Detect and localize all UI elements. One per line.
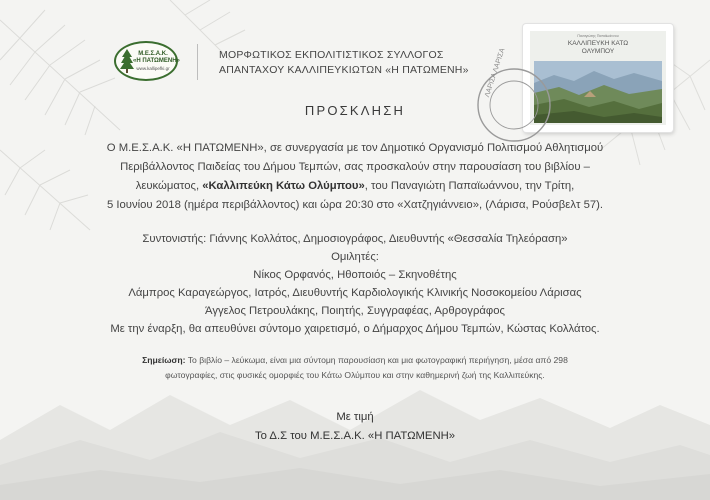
- org-logo: [114, 41, 178, 81]
- logo-name: [133, 51, 180, 65]
- invitation-title: ΠΡΟΣΚΛΗΣΗ: [304, 103, 406, 118]
- stamp-title-line1: ΚΑΛΛΙΠΕΥΚΗ ΚΑΤΩ: [567, 40, 629, 47]
- speakers-label: Ομιλητές:: [331, 251, 379, 263]
- closing-regards: Με τιμή: [336, 411, 374, 423]
- note-label: Σημείωση:: [142, 355, 186, 365]
- intro-line2: Περιβάλλοντος Παιδείας του Δήμου Τεμπών, σας προσκαλούν στην παρουσίαση του βιβλίου –: [120, 161, 590, 173]
- intro-line3-pre: λευκώματος,: [135, 180, 203, 192]
- speaker-1: Νίκος Ορφανός, Ηθοποιός – Σκηνοθέτης: [253, 269, 457, 281]
- logo-subname: «Η ΠΑΤΩΜΕΝΗ»: [133, 58, 180, 64]
- note-text1: Το βιβλίο – λεύκωμα, είναι μια σύντομη παρουσίαση και μια φωτογραφική περιήγηση, μέσα από 298: [185, 355, 568, 365]
- logo-website: www.kallipefki.gr: [136, 66, 170, 71]
- speaker-2: Λάμπρος Καραγεώργος, Ιατρός, Διευθυντής Καρδιολογικής Κλινικής Νοσοκομείου Λάρισας: [128, 287, 582, 299]
- speaker-3: Άγγελος Πετρουλάκης, Ποιητής, Συγγραφέας, Αρθρογράφος: [205, 305, 505, 317]
- intro-line4: 5 Ιουνίου 2018 (ημέρα περιβάλλοντος) και ώρα 20:30 στο «Χατζηγιάννειο», (Λάρισα, Ρούσβελτ 57).: [106, 199, 604, 211]
- coordinator-line: Συντονιστής: Γιάννης Κολλάτος, Δημοσιογράφος, Διευθυντής «Θεσσαλία Τηλεόραση»: [142, 233, 568, 245]
- stamp-title-line2: ΟΛΥΜΠΟΥ: [581, 48, 615, 55]
- stamp-publisher: Παναγιώτης Παπαϊωάννου: [577, 34, 619, 38]
- header-divider: [197, 44, 198, 80]
- note-line1: [0, 355, 710, 365]
- book-title: «Καλλιπεύκη Κάτω Ολύμπου»: [202, 180, 365, 192]
- postmark-text: ΛΑΡΙΣΑ ΛΑΡΙΣΑ: [484, 47, 507, 99]
- note-line2: φωτογραφίες, στις φυσικές ομορφιές του Κάτω Ολύμπου και στην καθημερινή ζωή της Καλλιπεύκης.: [165, 370, 545, 380]
- org-name-line2: ΑΠΑΝΤΑΧΟΥ ΚΑΛΛΙΠΕΥΚΙΩΤΩΝ «Η ΠΑΤΩΜΕΝΗ»: [219, 64, 469, 76]
- org-name-line1: ΜΟΡΦΩΤΙΚΟΣ ΕΚΠΟΛΙΤΙΣΤΙΚΟΣ ΣΥΛΛΟΓΟΣ: [219, 49, 444, 61]
- intro-line3-post: , του Παναγιώτη Παπαϊωάννου, την Τρίτη,: [364, 180, 575, 192]
- opening-remarks: Με την έναρξη, θα απευθύνει σύντομο χαιρετισμό, ο Δήμαρχος Δήμου Τεμπών, Κώστας Κολλάτος.: [110, 323, 600, 335]
- logo-acronym: Μ.Ε.Σ.Α.Κ.: [138, 51, 168, 57]
- mountains-decoration: [0, 390, 710, 500]
- intro-line1: Ο Μ.Ε.Σ.Α.Κ. «Η ΠΑΤΩΜΕΝΗ», σε συνεργασία με τον Δημοτικό Οργανισμό Πολιτισμού Αθλητισμού: [106, 142, 604, 154]
- closing-signature: Το Δ.Σ του Μ.Ε.Σ.Α.Κ. «Η ΠΑΤΩΜΕΝΗ»: [254, 430, 456, 442]
- intro-line3: [0, 180, 710, 192]
